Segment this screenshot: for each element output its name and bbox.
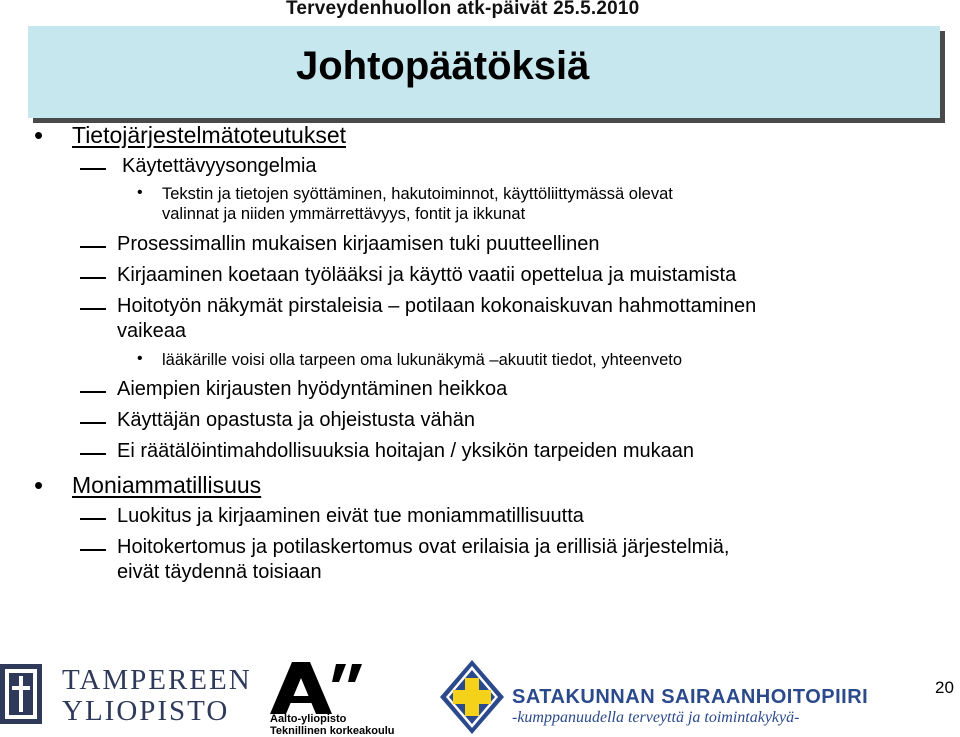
- dash: [80, 422, 106, 424]
- point-process-model: Prosessimallin mukaisen kirjaamisen tuki puutteellinen: [117, 233, 600, 255]
- page-number: 20: [935, 678, 954, 697]
- point-separate-records: Hoitokertomus ja potilaskertomus ovat erilaisia ja erillisiä järjestelmiä,: [117, 536, 730, 558]
- bullet: •: [137, 350, 143, 367]
- point-user-guidance: Käyttäjän opastusta ja ohjeistusta vähän: [117, 409, 476, 431]
- subpoint-input: Tekstin ja tietojen syöttäminen, hakutoiminnot, käyttöliittymässä olevat: [162, 185, 673, 203]
- dash: [80, 308, 106, 310]
- point-previous-records: Aiempien kirjausten hyödyntäminen heikkoa: [117, 378, 508, 400]
- tampere-university-logo: [62, 665, 252, 727]
- aalto-logo-line1: Aalto-yliopisto: [270, 713, 347, 725]
- dash: [80, 453, 106, 455]
- bullet: •: [34, 120, 44, 150]
- aalto-logo-icon: [270, 662, 366, 714]
- dash: [80, 168, 106, 170]
- slide-title: Johtopäätöksiä: [296, 44, 590, 88]
- dash: [80, 246, 106, 248]
- point-customization: Ei räätälöintimahdollisuuksia hoitajan / yksikön tarpeiden mukaan: [117, 440, 694, 462]
- dash: [80, 391, 106, 393]
- bullet: •: [34, 470, 44, 500]
- dash: [80, 549, 106, 551]
- dash: [80, 277, 106, 279]
- aalto-logo-line2: Teknillinen korkeakoulu: [270, 725, 395, 737]
- bullet: •: [137, 184, 143, 201]
- tampere-logo-line1: TAMPEREEN: [62, 664, 252, 696]
- section-heading-systems: Tietojärjestelmätoteutukset: [72, 122, 347, 148]
- satakunta-logo-slogan: -kumppanuudella terveyttä ja toimintakykyä-: [512, 709, 800, 726]
- tampere-logo-line2: YLIOPISTO: [62, 695, 230, 727]
- aalto-university-logo: [270, 713, 395, 737]
- point-usability: Käytettävyysongelmia: [122, 155, 317, 177]
- point-documentation-laborious: Kirjaaminen koetaan työlääksi ja käyttö vaatii opettelua ja muistamista: [117, 264, 737, 286]
- point-separate-records-cont: eivät täydennä toisiaan: [117, 561, 322, 583]
- section-heading-multiprofessional: Moniammatillisuus: [72, 472, 262, 498]
- subpoint-input-cont: valinnat ja niiden ymmärrettävyys, fontit ja ikkunat: [162, 205, 526, 223]
- point-classification: Luokitus ja kirjaaminen eivät tue moniammatillisuutta: [117, 505, 584, 527]
- dash: [80, 518, 106, 520]
- satakunta-cross-icon: [440, 660, 504, 734]
- point-fragmented-views: Hoitotyön näkymät pirstaleisia – potilaan kokonaiskuvan hahmottaminen: [117, 295, 757, 317]
- point-fragmented-views-cont: vaikeaa: [117, 320, 186, 342]
- subpoint-physician-view: lääkärille voisi olla tarpeen oma lukunäkymä –akuutit tiedot, yhteenveto: [162, 351, 683, 369]
- conference-name: Terveydenhuollon atk-päivät 25.5.2010: [286, 0, 640, 19]
- satakunta-logo-name: SATAKUNNAN SAIRAANHOITOPIIRI: [512, 686, 869, 708]
- tampere-emblem-icon: [0, 664, 42, 724]
